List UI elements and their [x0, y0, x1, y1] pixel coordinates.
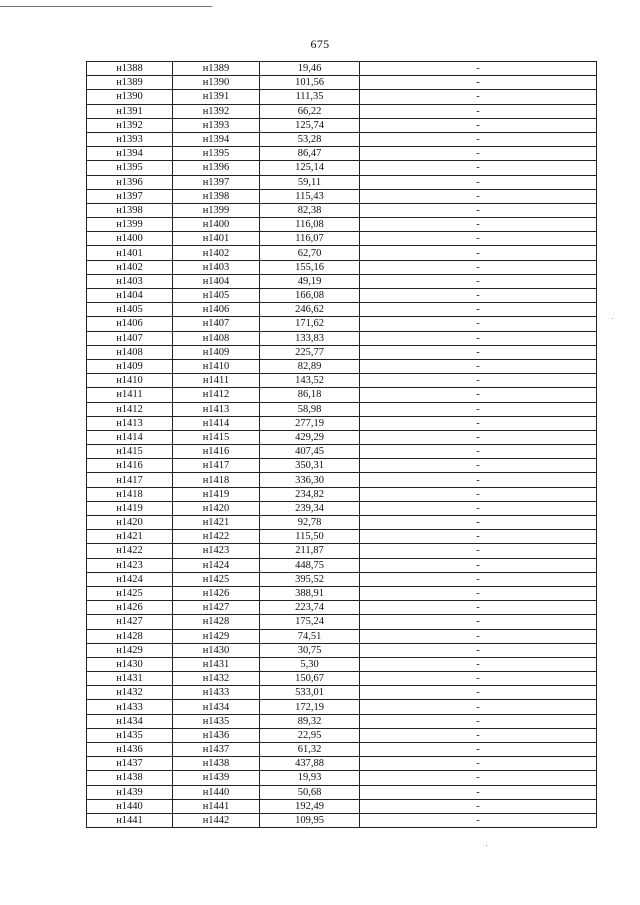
length-cell: 111,35 — [260, 90, 360, 104]
from-point-cell: н1414 — [87, 430, 173, 444]
from-point-cell: н1409 — [87, 359, 173, 373]
scan-speck — [612, 318, 613, 319]
to-point-cell: н1415 — [173, 430, 260, 444]
table-row — [87, 260, 597, 274]
length-cell: 115,43 — [260, 189, 360, 203]
from-point-cell: н1401 — [87, 246, 173, 260]
from-point-cell: н1396 — [87, 175, 173, 189]
length-cell: 125,74 — [260, 118, 360, 132]
note-cell: - — [360, 799, 597, 813]
from-point-cell: н1435 — [87, 728, 173, 742]
length-cell: 388,91 — [260, 586, 360, 600]
length-cell: 166,08 — [260, 289, 360, 303]
note-cell: - — [360, 203, 597, 217]
from-point-cell: н1411 — [87, 388, 173, 402]
table-row — [87, 90, 597, 104]
to-point-cell: н1413 — [173, 402, 260, 416]
note-cell: - — [360, 76, 597, 90]
to-point-cell: н1419 — [173, 487, 260, 501]
note-cell: - — [360, 232, 597, 246]
table-row — [87, 629, 597, 643]
note-cell: - — [360, 416, 597, 430]
length-cell: 109,95 — [260, 813, 360, 827]
to-point-cell: н1438 — [173, 757, 260, 771]
table-row — [87, 459, 597, 473]
length-cell: 89,32 — [260, 714, 360, 728]
note-cell: - — [360, 161, 597, 175]
to-point-cell: н1392 — [173, 104, 260, 118]
to-point-cell: н1390 — [173, 76, 260, 90]
length-cell: 82,38 — [260, 203, 360, 217]
from-point-cell: н1393 — [87, 132, 173, 146]
length-cell: 211,87 — [260, 544, 360, 558]
table-row — [87, 728, 597, 742]
note-cell: - — [360, 686, 597, 700]
length-cell: 239,34 — [260, 501, 360, 515]
to-point-cell: н1436 — [173, 728, 260, 742]
boundary-points-table — [86, 61, 597, 828]
to-point-cell: н1440 — [173, 785, 260, 799]
to-point-cell: н1439 — [173, 771, 260, 785]
table-row — [87, 487, 597, 501]
to-point-cell: н1414 — [173, 416, 260, 430]
table-row — [87, 473, 597, 487]
to-point-cell: н1394 — [173, 132, 260, 146]
table-row — [87, 203, 597, 217]
table-row — [87, 317, 597, 331]
note-cell: - — [360, 303, 597, 317]
table-row — [87, 62, 597, 76]
table-row — [87, 232, 597, 246]
from-point-cell: н1392 — [87, 118, 173, 132]
table-row — [87, 516, 597, 530]
from-point-cell: н1422 — [87, 544, 173, 558]
length-cell: 175,24 — [260, 615, 360, 629]
table-row — [87, 76, 597, 90]
length-cell: 246,62 — [260, 303, 360, 317]
table-row — [87, 672, 597, 686]
length-cell: 234,82 — [260, 487, 360, 501]
to-point-cell: н1403 — [173, 260, 260, 274]
from-point-cell: н1399 — [87, 218, 173, 232]
to-point-cell: н1417 — [173, 459, 260, 473]
to-point-cell: н1430 — [173, 643, 260, 657]
to-point-cell: н1410 — [173, 359, 260, 373]
length-cell: 58,98 — [260, 402, 360, 416]
table-row — [87, 643, 597, 657]
from-point-cell: н1412 — [87, 402, 173, 416]
note-cell: - — [360, 388, 597, 402]
table-row — [87, 686, 597, 700]
to-point-cell: н1426 — [173, 586, 260, 600]
to-point-cell: н1432 — [173, 672, 260, 686]
length-cell: 86,47 — [260, 147, 360, 161]
from-point-cell: н1440 — [87, 799, 173, 813]
note-cell: - — [360, 402, 597, 416]
to-point-cell: н1396 — [173, 161, 260, 175]
length-cell: 143,52 — [260, 374, 360, 388]
length-cell: 30,75 — [260, 643, 360, 657]
from-point-cell: н1419 — [87, 501, 173, 515]
table-row — [87, 416, 597, 430]
length-cell: 133,83 — [260, 331, 360, 345]
note-cell: - — [360, 757, 597, 771]
note-cell: - — [360, 700, 597, 714]
from-point-cell: н1395 — [87, 161, 173, 175]
to-point-cell: н1397 — [173, 175, 260, 189]
from-point-cell: н1437 — [87, 757, 173, 771]
from-point-cell: н1426 — [87, 601, 173, 615]
to-point-cell: н1420 — [173, 501, 260, 515]
length-cell: 172,19 — [260, 700, 360, 714]
to-point-cell: н1407 — [173, 317, 260, 331]
to-point-cell: н1395 — [173, 147, 260, 161]
from-point-cell: н1434 — [87, 714, 173, 728]
from-point-cell: н1397 — [87, 189, 173, 203]
length-cell: 429,29 — [260, 430, 360, 444]
from-point-cell: н1398 — [87, 203, 173, 217]
from-point-cell: н1420 — [87, 516, 173, 530]
table-body — [87, 62, 597, 828]
to-point-cell: н1425 — [173, 572, 260, 586]
to-point-cell: н1399 — [173, 203, 260, 217]
table-row — [87, 799, 597, 813]
from-point-cell: н1441 — [87, 813, 173, 827]
note-cell: - — [360, 586, 597, 600]
to-point-cell: н1437 — [173, 743, 260, 757]
from-point-cell: н1425 — [87, 586, 173, 600]
from-point-cell: н1439 — [87, 785, 173, 799]
to-point-cell: н1408 — [173, 331, 260, 345]
note-cell: - — [360, 132, 597, 146]
note-cell: - — [360, 289, 597, 303]
note-cell: - — [360, 544, 597, 558]
from-point-cell: н1416 — [87, 459, 173, 473]
to-point-cell: н1400 — [173, 218, 260, 232]
table-row — [87, 771, 597, 785]
from-point-cell: н1402 — [87, 260, 173, 274]
note-cell: - — [360, 743, 597, 757]
note-cell: - — [360, 487, 597, 501]
length-cell: 82,89 — [260, 359, 360, 373]
from-point-cell: н1431 — [87, 672, 173, 686]
length-cell: 395,52 — [260, 572, 360, 586]
from-point-cell: н1423 — [87, 558, 173, 572]
from-point-cell: н1394 — [87, 147, 173, 161]
table-row — [87, 402, 597, 416]
from-point-cell: н1417 — [87, 473, 173, 487]
note-cell: - — [360, 374, 597, 388]
table-row — [87, 118, 597, 132]
length-cell: 19,46 — [260, 62, 360, 76]
from-point-cell: н1404 — [87, 289, 173, 303]
note-cell: - — [360, 714, 597, 728]
length-cell: 155,16 — [260, 260, 360, 274]
note-cell: - — [360, 260, 597, 274]
table-row — [87, 147, 597, 161]
from-point-cell: н1424 — [87, 572, 173, 586]
note-cell: - — [360, 643, 597, 657]
table-row — [87, 615, 597, 629]
length-cell: 86,18 — [260, 388, 360, 402]
to-point-cell: н1401 — [173, 232, 260, 246]
length-cell: 116,08 — [260, 218, 360, 232]
from-point-cell: н1405 — [87, 303, 173, 317]
table-row — [87, 601, 597, 615]
table-row — [87, 104, 597, 118]
note-cell: - — [360, 473, 597, 487]
table-row — [87, 430, 597, 444]
length-cell: 150,67 — [260, 672, 360, 686]
to-point-cell: н1433 — [173, 686, 260, 700]
from-point-cell: н1403 — [87, 274, 173, 288]
to-point-cell: н1427 — [173, 601, 260, 615]
length-cell: 350,31 — [260, 459, 360, 473]
to-point-cell: н1431 — [173, 657, 260, 671]
to-point-cell: н1406 — [173, 303, 260, 317]
to-point-cell: н1434 — [173, 700, 260, 714]
note-cell: - — [360, 615, 597, 629]
from-point-cell: н1388 — [87, 62, 173, 76]
length-cell: 50,68 — [260, 785, 360, 799]
to-point-cell: н1418 — [173, 473, 260, 487]
table-row — [87, 558, 597, 572]
from-point-cell: н1433 — [87, 700, 173, 714]
length-cell: 277,19 — [260, 416, 360, 430]
note-cell: - — [360, 118, 597, 132]
table-row — [87, 572, 597, 586]
table-row — [87, 359, 597, 373]
length-cell: 448,75 — [260, 558, 360, 572]
note-cell: - — [360, 430, 597, 444]
table-row — [87, 445, 597, 459]
note-cell: - — [360, 246, 597, 260]
from-point-cell: н1432 — [87, 686, 173, 700]
to-point-cell: н1424 — [173, 558, 260, 572]
from-point-cell: н1400 — [87, 232, 173, 246]
table-row — [87, 331, 597, 345]
table-row — [87, 785, 597, 799]
length-cell: 407,45 — [260, 445, 360, 459]
table-row — [87, 161, 597, 175]
length-cell: 53,28 — [260, 132, 360, 146]
header-rule — [0, 6, 212, 7]
note-cell: - — [360, 558, 597, 572]
length-cell: 62,70 — [260, 246, 360, 260]
to-point-cell: н1398 — [173, 189, 260, 203]
table-row — [87, 813, 597, 827]
from-point-cell: н1436 — [87, 743, 173, 757]
to-point-cell: н1389 — [173, 62, 260, 76]
note-cell: - — [360, 572, 597, 586]
to-point-cell: н1411 — [173, 374, 260, 388]
from-point-cell: н1429 — [87, 643, 173, 657]
note-cell: - — [360, 218, 597, 232]
to-point-cell: н1404 — [173, 274, 260, 288]
from-point-cell: н1389 — [87, 76, 173, 90]
length-cell: 225,77 — [260, 345, 360, 359]
length-cell: 115,50 — [260, 530, 360, 544]
to-point-cell: н1416 — [173, 445, 260, 459]
length-cell: 59,11 — [260, 175, 360, 189]
page-number: 675 — [310, 37, 330, 51]
table-row — [87, 274, 597, 288]
note-cell: - — [360, 501, 597, 515]
to-point-cell: н1412 — [173, 388, 260, 402]
to-point-cell: н1442 — [173, 813, 260, 827]
table-row — [87, 374, 597, 388]
to-point-cell: н1428 — [173, 615, 260, 629]
to-point-cell: н1435 — [173, 714, 260, 728]
note-cell: - — [360, 274, 597, 288]
note-cell: - — [360, 530, 597, 544]
from-point-cell: н1438 — [87, 771, 173, 785]
from-point-cell: н1430 — [87, 657, 173, 671]
note-cell: - — [360, 813, 597, 827]
to-point-cell: н1423 — [173, 544, 260, 558]
to-point-cell: н1409 — [173, 345, 260, 359]
note-cell: - — [360, 785, 597, 799]
scan-speck — [486, 845, 487, 846]
from-point-cell: н1390 — [87, 90, 173, 104]
to-point-cell: н1402 — [173, 246, 260, 260]
note-cell: - — [360, 657, 597, 671]
note-cell: - — [360, 147, 597, 161]
length-cell: 66,22 — [260, 104, 360, 118]
note-cell: - — [360, 629, 597, 643]
table-row — [87, 657, 597, 671]
note-cell: - — [360, 672, 597, 686]
table-row — [87, 586, 597, 600]
note-cell: - — [360, 445, 597, 459]
from-point-cell: н1408 — [87, 345, 173, 359]
note-cell: - — [360, 90, 597, 104]
length-cell: 223,74 — [260, 601, 360, 615]
table-row — [87, 530, 597, 544]
length-cell: 92,78 — [260, 516, 360, 530]
table-row — [87, 132, 597, 146]
table-row — [87, 345, 597, 359]
from-point-cell: н1427 — [87, 615, 173, 629]
table-row — [87, 175, 597, 189]
to-point-cell: н1391 — [173, 90, 260, 104]
note-cell: - — [360, 728, 597, 742]
table-row — [87, 388, 597, 402]
table-row — [87, 700, 597, 714]
to-point-cell: н1441 — [173, 799, 260, 813]
note-cell: - — [360, 359, 597, 373]
note-cell: - — [360, 104, 597, 118]
length-cell: 533,01 — [260, 686, 360, 700]
note-cell: - — [360, 189, 597, 203]
table-row — [87, 544, 597, 558]
length-cell: 101,56 — [260, 76, 360, 90]
table-row — [87, 246, 597, 260]
from-point-cell: н1415 — [87, 445, 173, 459]
table-row — [87, 743, 597, 757]
from-point-cell: н1428 — [87, 629, 173, 643]
to-point-cell: н1393 — [173, 118, 260, 132]
length-cell: 61,32 — [260, 743, 360, 757]
from-point-cell: н1418 — [87, 487, 173, 501]
table-row — [87, 218, 597, 232]
length-cell: 22,95 — [260, 728, 360, 742]
note-cell: - — [360, 175, 597, 189]
note-cell: - — [360, 331, 597, 345]
note-cell: - — [360, 516, 597, 530]
note-cell: - — [360, 601, 597, 615]
length-cell: 49,19 — [260, 274, 360, 288]
table-row — [87, 189, 597, 203]
length-cell: 437,88 — [260, 757, 360, 771]
length-cell: 74,51 — [260, 629, 360, 643]
table-row — [87, 501, 597, 515]
from-point-cell: н1413 — [87, 416, 173, 430]
note-cell: - — [360, 459, 597, 473]
table-row — [87, 289, 597, 303]
note-cell: - — [360, 771, 597, 785]
to-point-cell: н1421 — [173, 516, 260, 530]
to-point-cell: н1429 — [173, 629, 260, 643]
to-point-cell: н1422 — [173, 530, 260, 544]
from-point-cell: н1410 — [87, 374, 173, 388]
from-point-cell: н1406 — [87, 317, 173, 331]
length-cell: 19,93 — [260, 771, 360, 785]
from-point-cell: н1391 — [87, 104, 173, 118]
from-point-cell: н1407 — [87, 331, 173, 345]
table-row — [87, 757, 597, 771]
note-cell: - — [360, 62, 597, 76]
length-cell: 192,49 — [260, 799, 360, 813]
note-cell: - — [360, 317, 597, 331]
length-cell: 125,14 — [260, 161, 360, 175]
note-cell: - — [360, 345, 597, 359]
length-cell: 116,07 — [260, 232, 360, 246]
from-point-cell: н1421 — [87, 530, 173, 544]
length-cell: 336,30 — [260, 473, 360, 487]
table-row — [87, 303, 597, 317]
length-cell: 5,30 — [260, 657, 360, 671]
length-cell: 171,62 — [260, 317, 360, 331]
table-row — [87, 714, 597, 728]
to-point-cell: н1405 — [173, 289, 260, 303]
